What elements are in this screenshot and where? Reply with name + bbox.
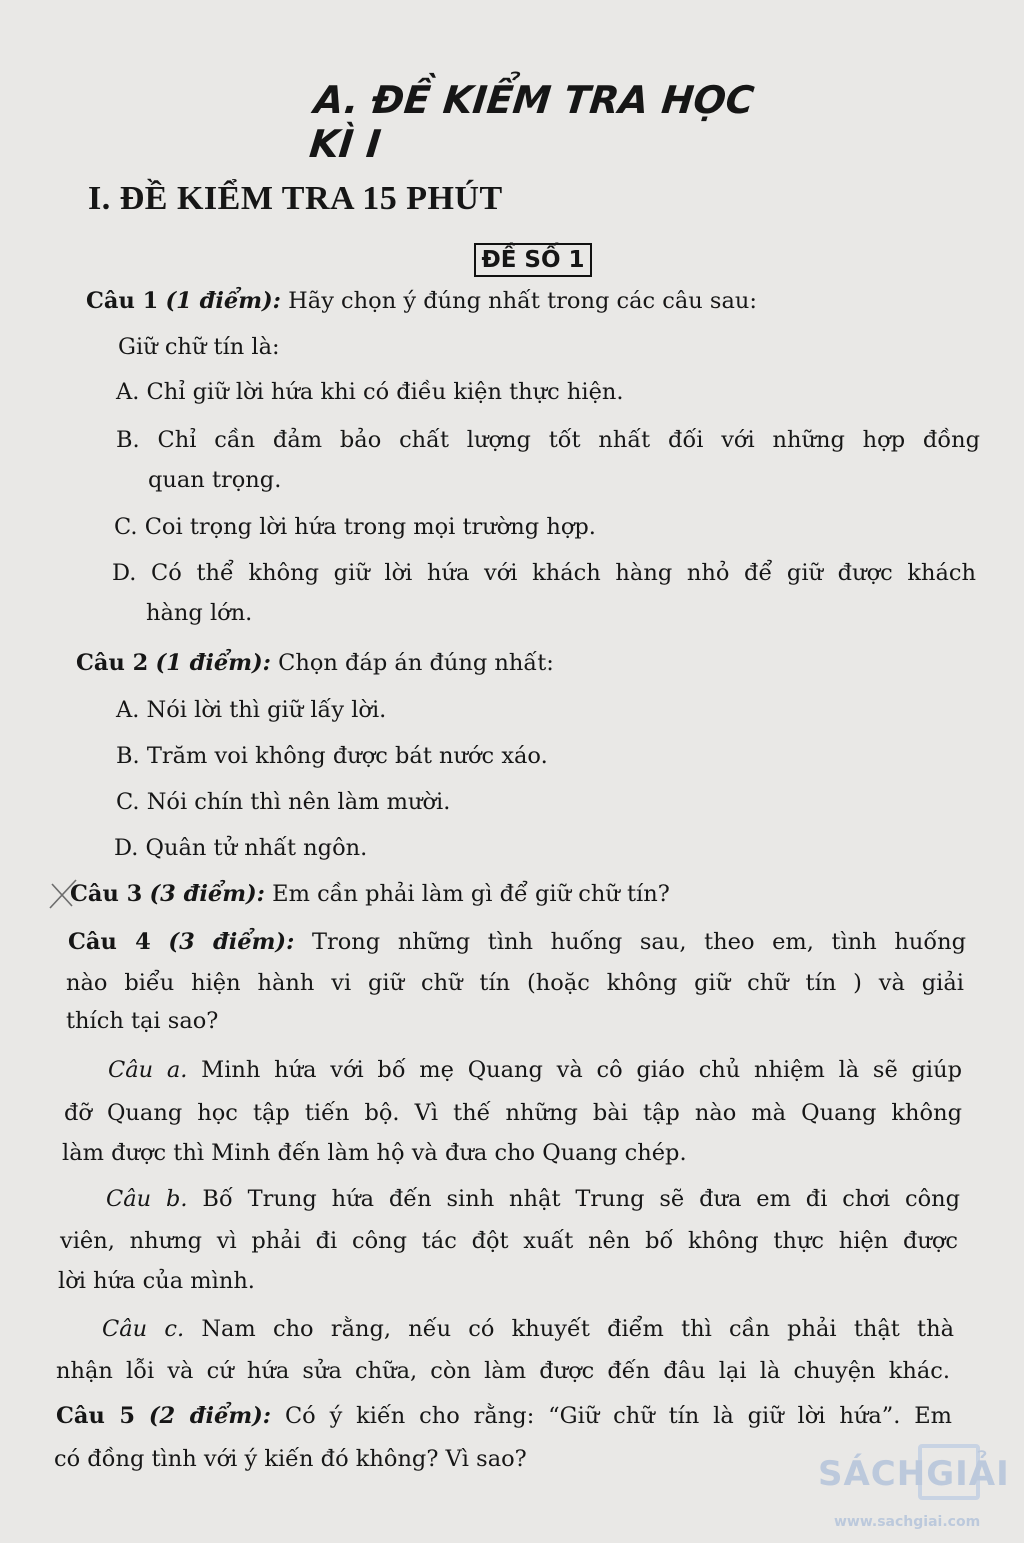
situation-a-text: Minh hứa với bố mẹ Quang và cô giáo chủ nhiệm là sẽ giúp	[201, 1057, 962, 1083]
sachgiai-watermark	[818, 1440, 1018, 1530]
question-2-option-d: D. Quân tử nhất ngôn.	[114, 835, 368, 861]
question-5-points: (2 điểm):	[148, 1403, 272, 1429]
question-1-option-c: C. Coi trọng lời hứa trong mọi trường hợp.	[114, 514, 596, 540]
question-5-text: Có ý kiến cho rằng: “Giữ chữ tín là giữ lời hứa”. Em	[284, 1403, 953, 1429]
situation-c-label: Câu c.	[102, 1316, 185, 1342]
situation-b-line-2: viên, nhưng vì phải đi công tác đột xuất nên bố không thực hiện được	[60, 1228, 958, 1254]
question-1-label: Câu 1	[86, 288, 159, 314]
main-title: A. ĐỀ KIỂM TRA HỌC KÌ I	[307, 78, 757, 166]
question-4-text-line-2: nào biểu hiện hành vi giữ chữ tín (hoặc không giữ chữ tín ) và giải	[66, 970, 964, 996]
question-5-text-line-2: có đồng tình với ý kiến đó không? Vì sao?	[54, 1446, 527, 1472]
question-2-points: (1 điểm):	[155, 650, 271, 676]
situation-b-label: Câu b.	[106, 1186, 188, 1212]
question-1-text: Hãy chọn ý đúng nhất trong các câu sau:	[288, 288, 757, 314]
situation-b-text: Bố Trung hứa đến sinh nhật Trung sẽ đưa em đi chơi công	[202, 1186, 961, 1212]
watermark-brand: SÁCHGIẢI	[818, 1454, 1010, 1494]
exam-number-box: ĐỀ SỐ 1	[474, 243, 592, 277]
question-1-option-d: D. Có thể không giữ lời hứa với khách hàng nhỏ để giữ được khách	[112, 560, 976, 586]
question-1-option-b-cont: quan trọng.	[148, 467, 282, 493]
situation-c-line	[102, 1316, 954, 1342]
situation-a-line	[108, 1057, 962, 1083]
question-1-line	[86, 288, 757, 314]
question-2-option-b: B. Trăm voi không được bát nước xáo.	[116, 743, 548, 769]
question-3-points: (3 điểm):	[149, 881, 265, 907]
question-5-line	[56, 1403, 952, 1429]
question-4-text-line-3: thích tại sao?	[66, 1008, 219, 1034]
question-3-line	[70, 881, 670, 907]
question-2-text: Chọn đáp án đúng nhất:	[278, 650, 554, 676]
question-1-points: (1 điểm):	[165, 288, 281, 314]
question-4-text: Trong những tình huống sau, theo em, tình huống	[312, 929, 966, 955]
situation-c-text: Nam cho rằng, nếu có khuyết điểm thì cần phải thật thà	[201, 1316, 954, 1342]
question-3-label: Câu 3	[70, 881, 143, 907]
situation-b-line	[106, 1186, 960, 1212]
question-2-label: Câu 2	[76, 650, 149, 676]
question-1-option-a: A. Chỉ giữ lời hứa khi có điều kiện thực hiện.	[116, 379, 624, 405]
question-4-label: Câu 4	[68, 929, 151, 955]
question-3-text: Em cần phải làm gì để giữ chữ tín?	[272, 881, 670, 907]
situation-a-line-3: làm được thì Minh đến làm hộ và đưa cho Quang chép.	[62, 1140, 687, 1166]
question-4-points: (3 điểm):	[168, 929, 295, 955]
question-5-label: Câu 5	[56, 1403, 136, 1429]
question-1-stem: Giữ chữ tín là:	[118, 334, 280, 360]
question-4-line	[68, 929, 966, 955]
question-2-option-c: C. Nói chín thì nên làm mười.	[116, 789, 451, 815]
situation-b-line-3: lời hứa của mình.	[58, 1268, 255, 1294]
question-1-option-b: B. Chỉ cần đảm bảo chất lượng tốt nhất đối với những hợp đồng	[116, 427, 980, 453]
situation-a-label: Câu a.	[108, 1057, 188, 1083]
situation-a-line-2: đỡ Quang học tập tiến bộ. Vì thế những bài tập nào mà Quang không	[64, 1100, 962, 1126]
question-2-option-a: A. Nói lời thì giữ lấy lời.	[116, 697, 387, 723]
situation-c-line-2: nhận lỗi và cứ hứa sửa chữa, còn làm được đến đâu lại là chuyện khác.	[56, 1358, 950, 1384]
section-title: I. ĐỀ KIỂM TRA 15 PHÚT	[88, 180, 503, 217]
question-1-option-d-cont: hàng lớn.	[146, 600, 253, 626]
watermark-url: www.sachgiai.com	[834, 1514, 981, 1530]
question-2-line	[76, 650, 554, 676]
